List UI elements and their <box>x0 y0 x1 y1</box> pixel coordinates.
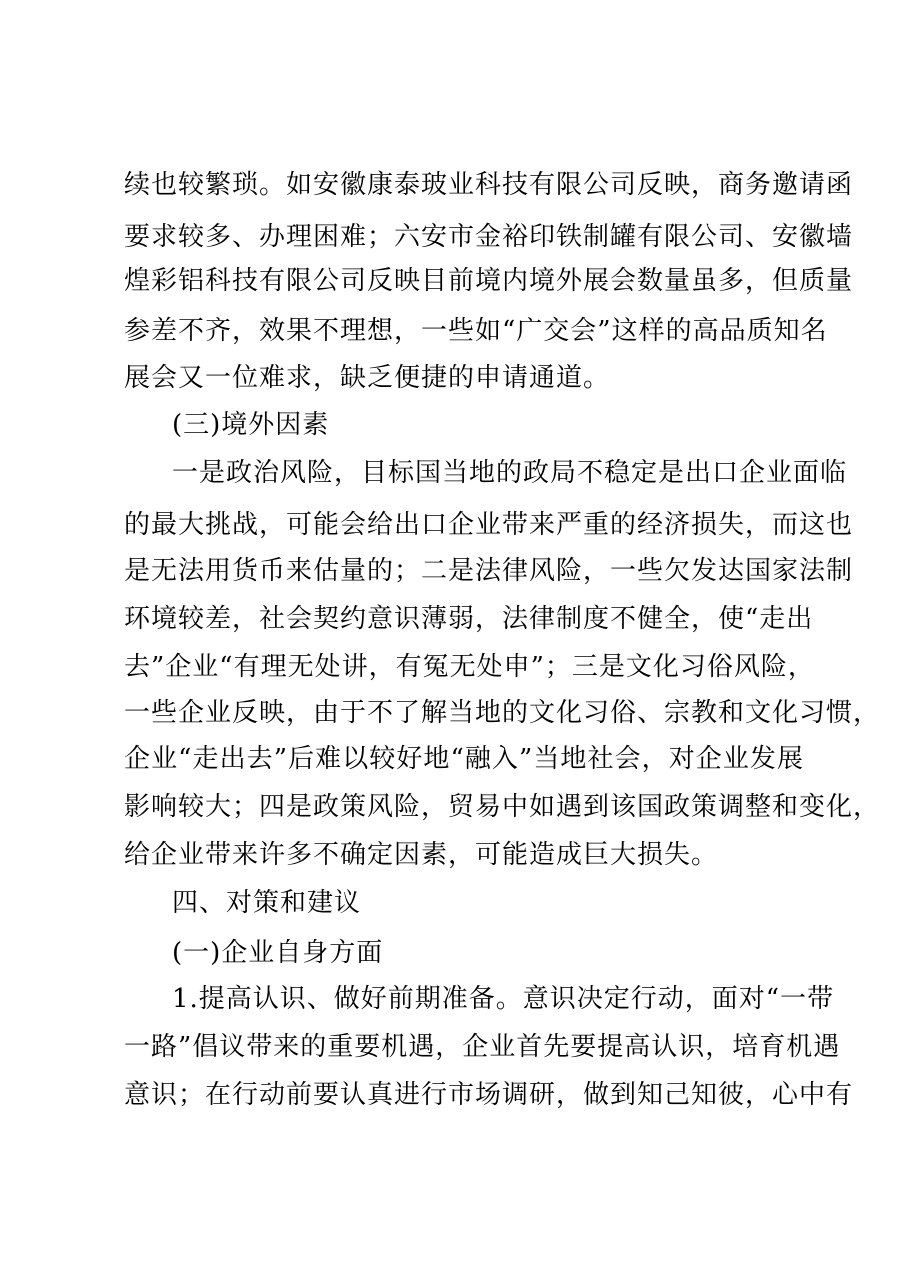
body-text-line: 一些企业反映，由于不了解当地的文化习俗、宗教和文化习惯， <box>124 698 881 728</box>
body-text-line: 环境较差，社会契约意识薄弱，法律制度不健全，使“走出 <box>124 604 814 634</box>
body-text-line: 的最大挑战，可能会给出口企业带来严重的经济损失，而这也 <box>124 510 854 540</box>
body-text-line: 企业“走出去”后难以较好地“融入”当地社会，对企业发展 <box>124 744 804 774</box>
subsection-heading: (一)企业自身方面 <box>172 938 384 968</box>
body-text-line: 影响较大；四是政策风险，贸易中如遇到该国政策调整和变化， <box>124 792 881 822</box>
body-text-line: 去”企业“有理无处讲，有冤无处申”；三是文化习俗风险， <box>124 652 815 682</box>
body-text-line: 参差不齐，效果不理想，一些如“广交会”这样的高品质知名 <box>124 316 828 346</box>
body-text-line: 续也较繁琐。如安徽康泰玻业科技有限公司反映，商务邀请函 <box>124 170 854 200</box>
body-text-line: 煌彩铝科技有限公司反映目前境内境外展会数量虽多，但质量 <box>124 266 854 296</box>
body-text-line: 展会又一位难求，缺乏便捷的申请通道。 <box>124 363 611 393</box>
body-text-line: 给企业带来许多不确定因素，可能造成巨大损失。 <box>124 840 719 870</box>
body-text-line: 意识；在行动前要认真进行市场调研，做到知己知彼，心中有 <box>124 1080 854 1110</box>
body-text-line: 是无法用货币来估量的；二是法律风险，一些欠发达国家法制 <box>124 556 854 586</box>
section-heading: 四、对策和建议 <box>172 888 362 918</box>
paragraph-first-line: 1.提高认识、做好前期准备。意识决定行动，面对“一带 <box>172 984 835 1014</box>
section-heading: (三)境外因素 <box>172 410 330 440</box>
paragraph-first-line: 一是政治风险，目标国当地的政局不稳定是出口企业面临 <box>172 458 848 488</box>
body-text-line: 要求较多、办理困难；六安市金裕印铁制罐有限公司、安徽墙 <box>124 222 854 252</box>
body-text-line: 一路”倡议带来的重要机遇，企业首先要提高认识，培育机遇 <box>124 1032 841 1062</box>
